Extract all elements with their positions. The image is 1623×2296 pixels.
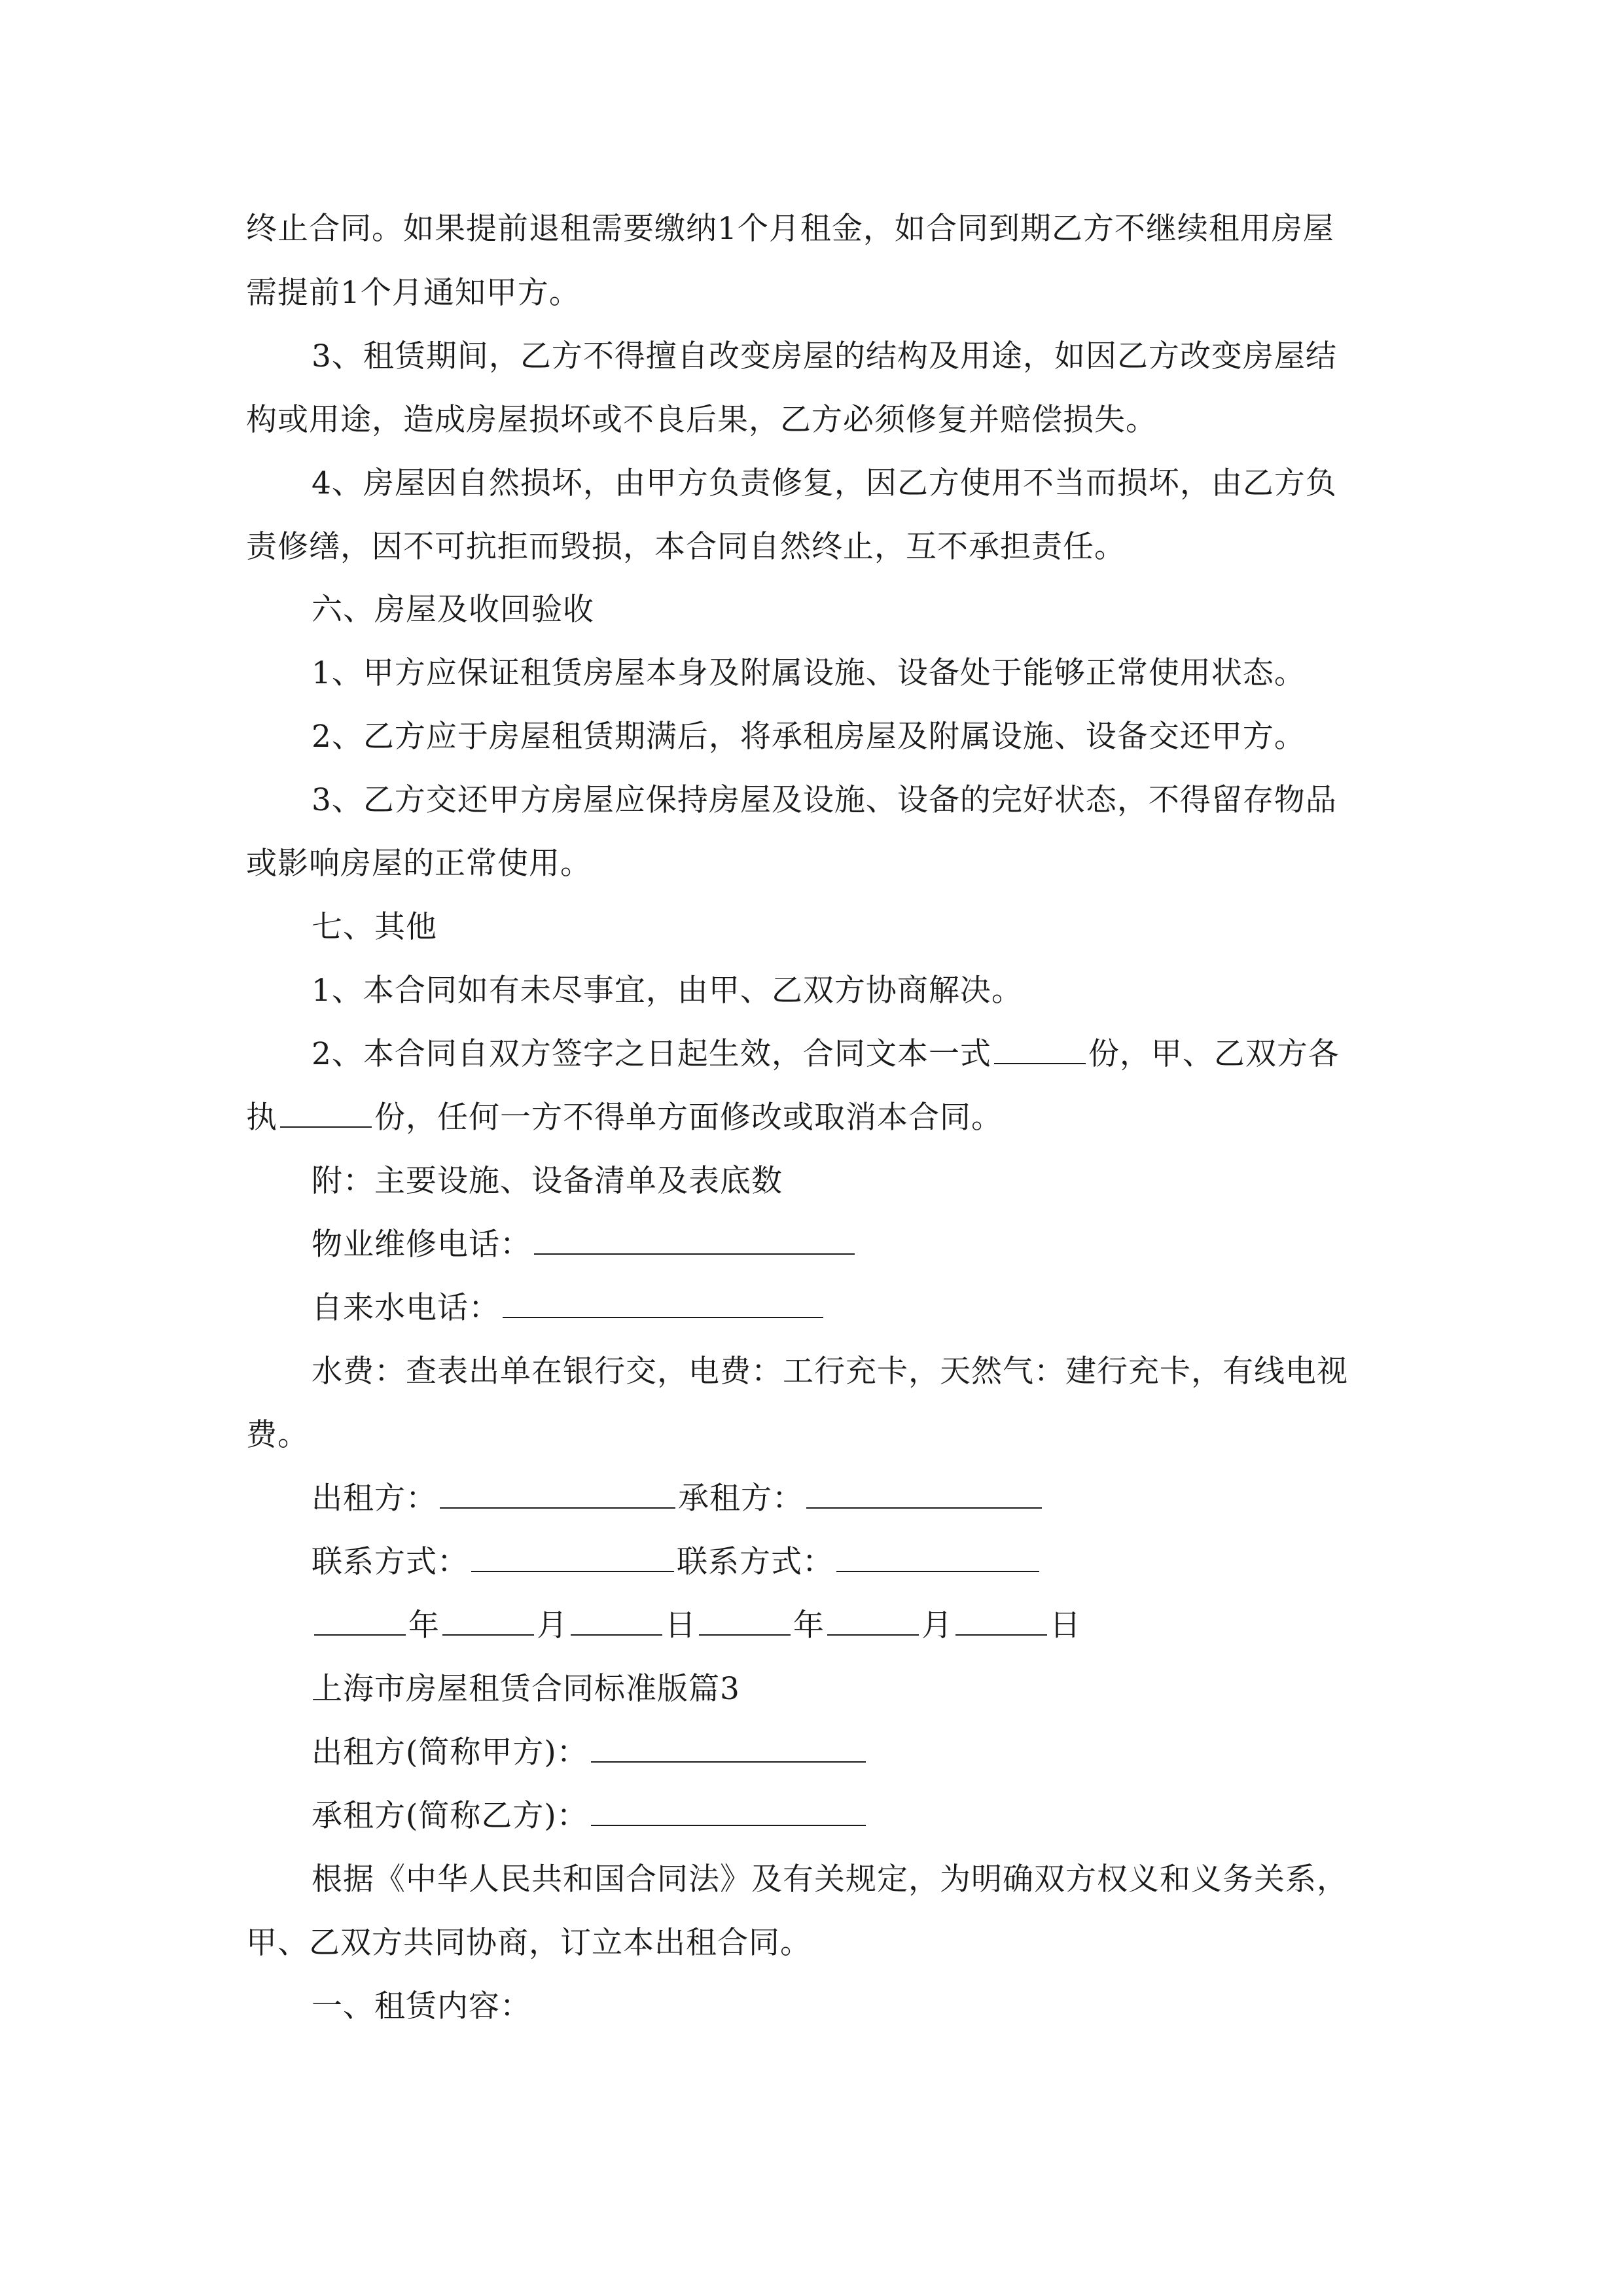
lessor-contact-blank bbox=[471, 1545, 674, 1572]
lessee-blank bbox=[806, 1481, 1042, 1509]
clause-6-3-line-1: 3、乙方交还甲方房屋应保持房屋及设施、设备的完好状态，不得留存物品 bbox=[312, 782, 1337, 818]
day-label-1: 日 bbox=[665, 1607, 696, 1643]
fees-line-2: 费。 bbox=[246, 1417, 309, 1453]
clause-7-2-text-b: 份，甲、乙双方各 bbox=[1088, 1036, 1340, 1072]
lessee-label: 承租方： bbox=[678, 1480, 804, 1516]
attachment-line: 附：主要设施、设备清单及表底数 bbox=[312, 1163, 783, 1199]
contract-3-title: 上海市房屋租赁合同标准版篇3 bbox=[312, 1671, 740, 1707]
water-phone-label: 自来水电话： bbox=[312, 1290, 500, 1326]
lessee-b-blank bbox=[591, 1799, 866, 1826]
lessor-contact-label: 联系方式： bbox=[312, 1544, 469, 1580]
clause-7-1: 1、本合同如有未尽事宜，由甲、乙双方协商解决。 bbox=[312, 973, 1023, 1009]
month-label-2: 月 bbox=[921, 1607, 953, 1643]
clause-7-2-line-1 bbox=[312, 1035, 1340, 1074]
lessor-a-line bbox=[312, 1733, 868, 1772]
repair-phone-label: 物业维修电话： bbox=[312, 1227, 531, 1263]
fees-line-1: 水费：查表出单在银行交，电费：工行充卡，天然气：建行充卡，有线电视 bbox=[312, 1354, 1348, 1390]
month-blank-2 bbox=[827, 1608, 919, 1636]
year-label-2: 年 bbox=[793, 1607, 825, 1643]
day-label-2: 日 bbox=[1050, 1607, 1081, 1643]
year-label-1: 年 bbox=[408, 1607, 440, 1643]
section-1-heading: 一、租赁内容： bbox=[312, 1988, 531, 2024]
clause-7-2-text-a: 2、本合同自双方签字之日起生效，合同文本一式 bbox=[312, 1036, 991, 1072]
clause-6-3-line-2: 或影响房屋的正常使用。 bbox=[246, 846, 592, 882]
section-7-heading: 七、其他 bbox=[312, 909, 437, 945]
clause-7-2-text-d: 份，任何一方不得单方面修改或取消本合同。 bbox=[374, 1100, 1003, 1136]
clause-5-3-line-1: 3、租赁期间，乙方不得擅自改变房屋的结构及用途，如因乙方改变房屋结 bbox=[312, 338, 1337, 374]
lessor-blank bbox=[440, 1481, 675, 1509]
day-blank-1 bbox=[571, 1608, 662, 1636]
basis-line-2: 甲、乙双方共同协商，订立本出租合同。 bbox=[246, 1925, 812, 1961]
clause-7-2-line-2 bbox=[246, 1098, 1003, 1138]
lessor-a-label: 出租方(简称甲方)： bbox=[312, 1734, 588, 1770]
lessee-contact-label: 联系方式： bbox=[677, 1544, 834, 1580]
water-phone-line bbox=[312, 1289, 826, 1328]
date-line bbox=[312, 1606, 1081, 1645]
month-label-1: 月 bbox=[537, 1607, 568, 1643]
year-blank-1 bbox=[314, 1608, 406, 1636]
clause-5-2-line-1: 终止合同。如果提前退租需要缴纳1个月租金，如合同到期乙方不继续租用房屋 bbox=[246, 211, 1334, 247]
clause-6-2: 2、乙方应于房屋租赁期满后，将承租房屋及附属设施、设备交还甲方。 bbox=[312, 719, 1306, 755]
section-6-heading: 六、房屋及收回验收 bbox=[312, 592, 594, 628]
contact-line bbox=[312, 1543, 1042, 1582]
basis-line-1: 根据《中华人民共和国合同法》及有关规定，为明确双方权义和义务关系， bbox=[312, 1861, 1348, 1897]
month-blank-1 bbox=[442, 1608, 534, 1636]
signature-parties-line bbox=[312, 1479, 1044, 1518]
clause-5-3-line-2: 构或用途，造成房屋损坏或不良后果，乙方必须修复并赔偿损失。 bbox=[246, 402, 1157, 438]
water-phone-blank bbox=[503, 1291, 823, 1318]
lessor-a-blank bbox=[591, 1735, 866, 1763]
clause-7-2-text-c: 执 bbox=[246, 1100, 277, 1136]
clause-5-4-line-2: 责修缮，因不可抗拒而毁损，本合同自然终止，互不承担责任。 bbox=[246, 529, 1126, 565]
clause-5-4-line-1: 4、房屋因自然损坏，由甲方负责修复，因乙方使用不当而损坏，由乙方负 bbox=[312, 465, 1337, 501]
repair-phone-line bbox=[312, 1225, 857, 1265]
clause-6-1: 1、甲方应保证租赁房屋本身及附属设施、设备处于能够正常使用状态。 bbox=[312, 655, 1306, 691]
day-blank-2 bbox=[955, 1608, 1047, 1636]
lessee-b-line bbox=[312, 1797, 868, 1836]
repair-phone-blank bbox=[534, 1227, 855, 1255]
lessee-b-label: 承租方(简称乙方)： bbox=[312, 1798, 588, 1834]
copies-total-blank bbox=[994, 1037, 1086, 1064]
lessee-contact-blank bbox=[836, 1545, 1039, 1572]
clause-5-2-line-2: 需提前1个月通知甲方。 bbox=[246, 275, 580, 311]
lessor-label: 出租方： bbox=[312, 1480, 437, 1516]
year-blank-2 bbox=[699, 1608, 791, 1636]
copies-each-blank bbox=[280, 1100, 372, 1128]
